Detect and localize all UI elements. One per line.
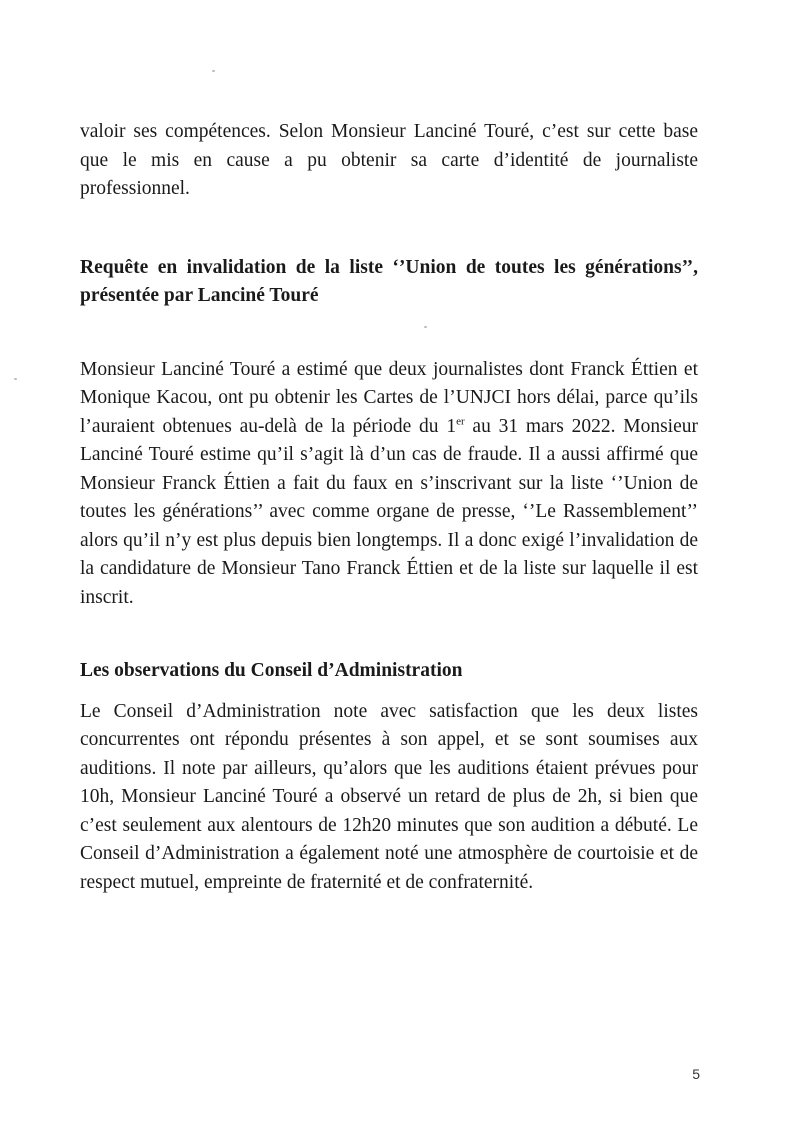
section-heading-observations: Les observations du Conseil d’Administration: [80, 660, 463, 681]
paragraph-requete-text-end: au 31 mars 2022. Monsieur Lanciné Touré estime qu’il s’agit là d’un cas de fraude. Il a aussi affirmé que Monsieur Franck Éttien a fait du faux en s’inscrivant sur la liste ‘’Union de toutes les générations’’ avec comme organe de presse, ‘’Le Rassemblement’’ alors qu’il n’y est plus depuis bien longtemps. Il a donc exigé l’invalidation de la candidature de Monsieur Tano Franck Éttien et de la liste sur laquelle il est inscrit.: [80, 415, 698, 608]
paragraph-intro: valoir ses compétences. Selon Monsieur Lanciné Touré, c’est sur cette base que le mis en cause a pu obtenir sa carte d’identité de journaliste professionnel.: [80, 121, 698, 199]
paragraph-requete: [80, 356, 698, 613]
paragraph-requete-text-start: Monsieur Lanciné Touré a estimé que deux journalistes dont Franck Éttien et Monique Kacou, ont pu obtenir les Cartes de l’UNJCI hors délai, parce qu’ils l’auraient obtenues au-delà de la période du 1: [80, 358, 698, 437]
document-page: [80, 118, 698, 897]
paragraph-observations: Le Conseil d’Administration note avec satisfaction que les deux listes concurrentes ont répondu présentes à son appel, et se sont soumises aux auditions. Il note par ailleurs, qu’alors que les auditions étaient prévues pour 10h, Monsieur Lanciné Touré a observé un retard de plus de 2h, si bien que c’est seulement aux alentours de 12h20 minutes que son audition a débuté. Le Conseil d’Administration a également noté une atmosphère de courtoisie et de respect mutuel, empreinte de fraternité et de confraternité.: [80, 700, 698, 893]
scan-speck: [14, 378, 17, 380]
scan-speck: [212, 70, 215, 72]
ordinal-superscript: er: [456, 415, 465, 427]
page-number: 5: [692, 1066, 700, 1082]
section-heading-requete: Requête en invalidation de la liste ‘’Union de toutes les générations’’, présentée par Lanciné Touré: [80, 256, 698, 306]
